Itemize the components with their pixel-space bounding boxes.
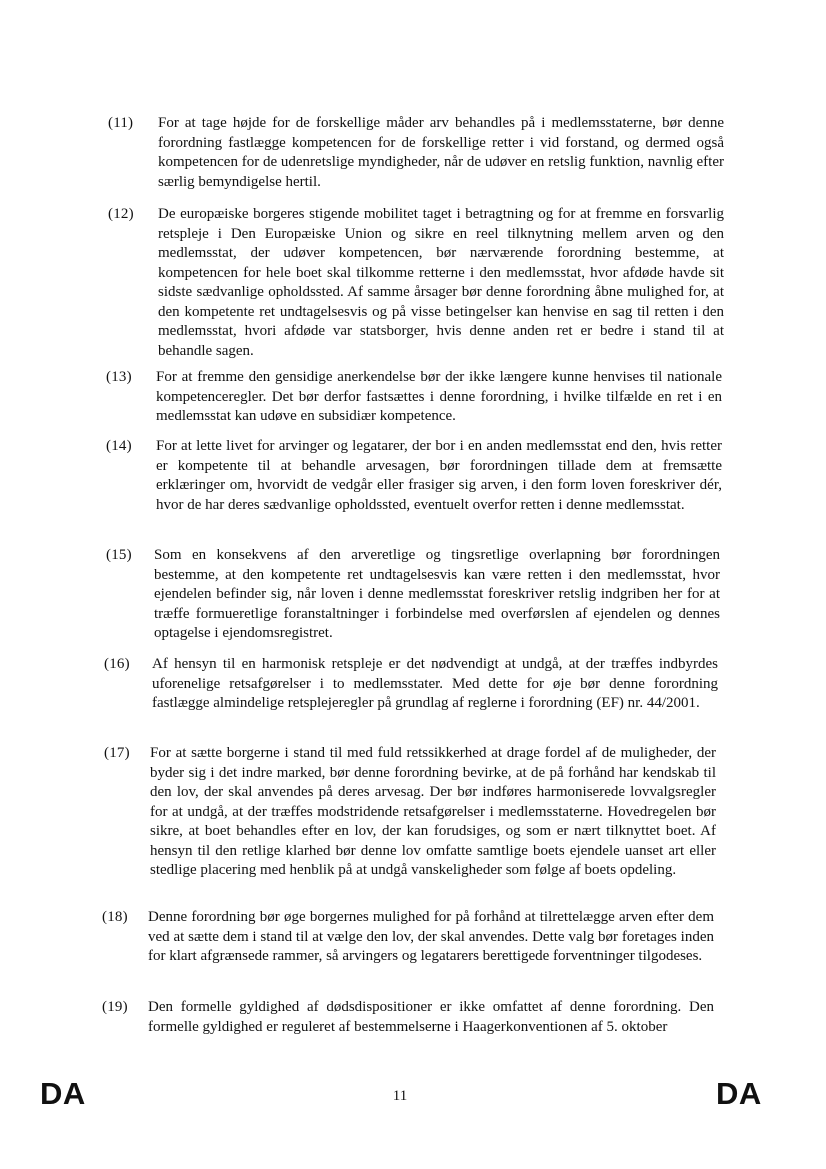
language-code-left: DA	[40, 1076, 86, 1111]
paragraph-number: (11)	[108, 115, 134, 131]
paragraph-number: (18)	[102, 909, 128, 925]
paragraph-text: Som en konsekvens af den arveretlige og tingsretlige overlapning bør forordningen bestemme, at den kompetente ret undtagelsesvis kan være retten i den medlemsstat, hvor ejendelen befinder sig, når loven i denne medlemsstat foreskriver retslig indgriben her for at træffe formueretlige foranstaltninger i forbindelse med overførslen af ejendelen og dennes optagelse i ejendomsregistret.	[154, 547, 720, 641]
paragraph-text: Af hensyn til en harmonisk retspleje er det nødvendigt at undgå, at der træffes indbyrdes uforenelige retsafgørelser i to medlemsstater. Med dette for øje bør denne forordning fastlægge almindelige retsplejeregler på grundlag af reglerne i forordning (EF) nr. 44/2001.	[152, 656, 718, 711]
paragraph-number: (12)	[108, 206, 134, 222]
paragraph-number: (19)	[102, 999, 128, 1015]
paragraph-text: Denne forordning bør øge borgernes mulighed for på forhånd at tilrettelægge arven efter dem ved at sætte dem i stand til at vælge den lov, der skal anvendes. Dette valg bør foretages inden for klart afgrænsede rammer, så arvingers og legatarers berettigede forventninger tilgodeses.	[148, 909, 714, 964]
language-code-right: DA	[716, 1076, 762, 1111]
paragraph-number: (13)	[106, 369, 132, 385]
paragraph-number: (14)	[106, 438, 132, 454]
paragraph-text: For at sætte borgerne i stand til med fuld retssikkerhed at drage fordel af de muligheder, der byder sig i det indre marked, bør denne forordning bevirke, at de på forhånd har kendskab til den lov, der skal anvendes på deres arvesag. Der bør indføres harmoniserede lovvalgsregler for at undgå, at der træffes modstridende retsafgørelser i medlemsstaterne. Hovedregelen bør sikre, at boet behandles efter en lov, der kan forudsiges, og som er nært tilknyttet boet. Af hensyn til den retlige klarhed bør denne lov omfatte samtlige boets ejendele uanset art eller stedlige placering med henblik på at undgå vanskeligheder som følge af boets opdeling.	[150, 745, 716, 878]
paragraph-text: For at tage højde for de forskellige måder arv behandles på i medlemsstaterne, bør denne forordning fastlægge kompetencen for de forskellige retter i vid forstand, og dermed også kompetencen for de udenretslige myndigheder, når de udøver en retslig funktion, navnlig efter særlig bemyndigelse hertil.	[158, 115, 724, 190]
paragraph-number: (16)	[104, 656, 130, 672]
paragraph-text: De europæiske borgeres stigende mobilitet taget i betragtning og for at fremme en forsvarlig retspleje i Den Europæiske Union og sikre en reel tilknytning mellem arven og den medlemsstat, der udøver kompetencen, bør nærværende forordning bestemme, at kompetencen for hele boet skal tilkomme retterne i den medlemsstat, hvor afdøde havde sit sidste sædvanlige opholdssted. Af samme årsager bør denne forordning åbne mulighed for, at den kompetente ret undtagelsesvis og på visse betingelser kan henvise en sag til retten i den medlemsstat, hvori afdøde var statsborger, hvis denne anden ret er bedre i stand til at behandle sagen.	[158, 206, 724, 359]
paragraph-text: For at fremme den gensidige anerkendelse bør der ikke længere kunne henvises til nationale kompetenceregler. Det bør derfor fastsættes i denne forordning, i hvilke tilfælde en ret i en medlemsstat kan udøve en subsidiær kompetence.	[156, 369, 722, 424]
paragraph-number: (17)	[104, 745, 130, 761]
paragraph-number: (15)	[106, 547, 132, 563]
paragraph-text: Den formelle gyldighed af dødsdispositioner er ikke omfattet af denne forordning. Den formelle gyldighed er reguleret af bestemmelserne i Haagerkonventionen af 5. oktober	[148, 999, 714, 1035]
page-number: 11	[392, 1088, 408, 1104]
paragraph-text: For at lette livet for arvinger og legatarer, der bor i en anden medlemsstat end den, hvis retter er kompetente til at behandle arvesagen, bør forordningen tillade dem at fremsætte erklæringer om, hvorvidt de vedgår eller frasiger sig arven, i den form loven foreskriver dér, hvor de har deres sædvanlige opholdssted, eventuelt overfor retten i denne medlemsstat.	[156, 438, 722, 513]
